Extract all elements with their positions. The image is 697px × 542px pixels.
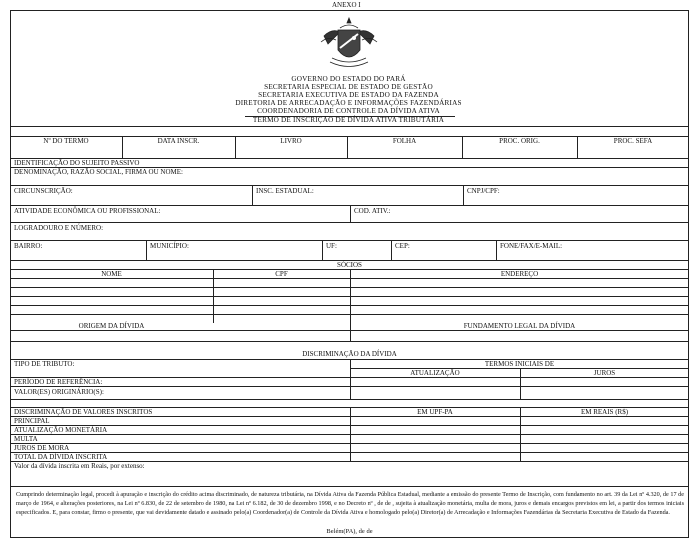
circumscription-label: CIRCUNSCRIÇÃO: bbox=[14, 187, 73, 195]
tax-type-label: TIPO DE TRIBUTO: bbox=[14, 360, 75, 368]
header-page: FOLHA bbox=[392, 137, 417, 145]
row-total-debt: TOTAL DA DÍVIDA INSCRITA bbox=[14, 453, 108, 461]
header-sefa-process: PROC. SEFA bbox=[613, 137, 653, 145]
initial-terms-label: TERMOS INICIAIS DE bbox=[484, 360, 555, 368]
state-registration-label: INSC. ESTADUAL: bbox=[256, 187, 314, 195]
partners-address-header: ENDEREÇO bbox=[500, 270, 539, 278]
header-line-government: GOVERNO DO ESTADO DO PARÁ bbox=[291, 75, 406, 83]
update-label: ATUALIZAÇÃO bbox=[410, 369, 460, 377]
coat-of-arms-icon bbox=[318, 14, 380, 74]
header-line-finance: SECRETARIA EXECUTIVA DE ESTADO DA FAZENDA bbox=[258, 91, 439, 99]
phone-label: FONE/FAX/E-MAIL: bbox=[500, 242, 563, 250]
header-line-coordination: COORDENADORIA DE CONTROLE DA DÍVIDA ATIVA bbox=[257, 107, 440, 115]
closing-paragraph: Cumprindo determinação legal, procedi à apuração e inscrição do crédito acima discriminado, de natureza tributária, na Dívida Ativa da Fazenda Pública Estadual, mediante a emissão do presente Termo de Inscrição, com fundamento no art. 39 da Lei nº 4.320, de 17 de março de 1964, e alterações posteriores, na Lei nº 6.830, de 22 de setembro de 1980, na Lei nº 6.182, de 30 de dezembro 1998, e no Decreto nº , de de , sujeita à atualização monetária, multa de mora, juros e demais encargos previstos em lei, a partir dos termos iniciais especificados. E, para constar, firmo o presente, que vai devidamente datado e assinado pelo(a) Coordenador(a) de Controle da Dívida Ativa e homologado pelo(a) Diretor(a) de Arrecadação e Informações Fazendárias da Secretaria Executiva de Estado da Fazenda. bbox=[16, 491, 684, 516]
header-inscription-date: DATA INSCR. bbox=[157, 137, 200, 145]
address-label: LOGRADOURO E NÚMERO: bbox=[14, 224, 104, 232]
debt-origin-label: ORIGEM DA DÍVIDA bbox=[78, 322, 145, 330]
values-discrimination-label: DISCRIMINAÇÃO DE VALORES INSCRITOS bbox=[14, 408, 153, 416]
form-title: TERMO DE INSCRIÇÃO DE DÍVIDA ATIVA TRIBUTÁRIA bbox=[252, 116, 445, 124]
activity-code-label: COD. ATIV.: bbox=[354, 207, 391, 215]
row-fine: MULTA bbox=[14, 435, 38, 443]
row-principal: PRINCIPAL bbox=[14, 417, 50, 425]
city-label: MUNICÍPIO: bbox=[150, 242, 189, 250]
written-value-label: Valor da dívida inscrita em Reais, por extenso: bbox=[14, 462, 145, 470]
denomination-label: DENOMINAÇÃO, RAZÃO SOCIAL, FIRMA OU NOME: bbox=[14, 168, 183, 176]
place-date-line: Belém(PA), de de bbox=[326, 528, 373, 535]
header-term-number: Nº DO TERMO bbox=[43, 137, 89, 145]
annex-label: ANEXO I bbox=[332, 1, 361, 9]
header-original-process: PROC. ORIG. bbox=[499, 137, 540, 145]
interest-label: JUROS bbox=[593, 369, 616, 377]
partners-name-header: NOME bbox=[101, 270, 122, 278]
row-late-interest: JUROS DE MORA bbox=[14, 444, 70, 452]
activity-label: ATIVIDADE ECONÔMICA OU PROFISSIONAL: bbox=[14, 207, 161, 215]
header-line-directorate: DIRETORIA DE ARRECADAÇÃO E INFORMAÇÕES FAZENDÁRIAS bbox=[235, 99, 462, 107]
upfpa-header: EM UPF-PA bbox=[417, 408, 453, 416]
neighborhood-label: BAIRRO: bbox=[14, 242, 43, 250]
header-line-secretariat: SECRETARIA ESPECIAL DE ESTADO DE GESTÃO bbox=[264, 83, 433, 91]
identification-label: IDENTIFICAÇÃO DO SUJEITO PASSIVO bbox=[14, 159, 140, 167]
original-values-label: VALOR(ES) ORIGINÁRIO(S): bbox=[14, 388, 104, 396]
legal-basis-label: FUNDAMENTO LEGAL DA DÍVIDA bbox=[463, 322, 576, 330]
cnpj-label: CNPJ/CPF: bbox=[467, 187, 500, 195]
partners-title: SÓCIOS bbox=[337, 261, 362, 269]
header-book: LIVRO bbox=[280, 137, 302, 145]
reference-period-label: PERÍODO DE REFERÊNCIA: bbox=[14, 378, 103, 386]
uf-label: UF: bbox=[326, 242, 337, 250]
reais-header: EM REAIS (R$) bbox=[580, 408, 629, 416]
debt-discrimination-title: DISCRIMINAÇÃO DA DÍVIDA bbox=[302, 350, 397, 358]
row-monetary-update: ATUALIZAÇÃO MONETÁRIA bbox=[14, 426, 108, 434]
cep-label: CEP: bbox=[395, 242, 410, 250]
partners-cpf-header: CPF bbox=[275, 270, 288, 278]
